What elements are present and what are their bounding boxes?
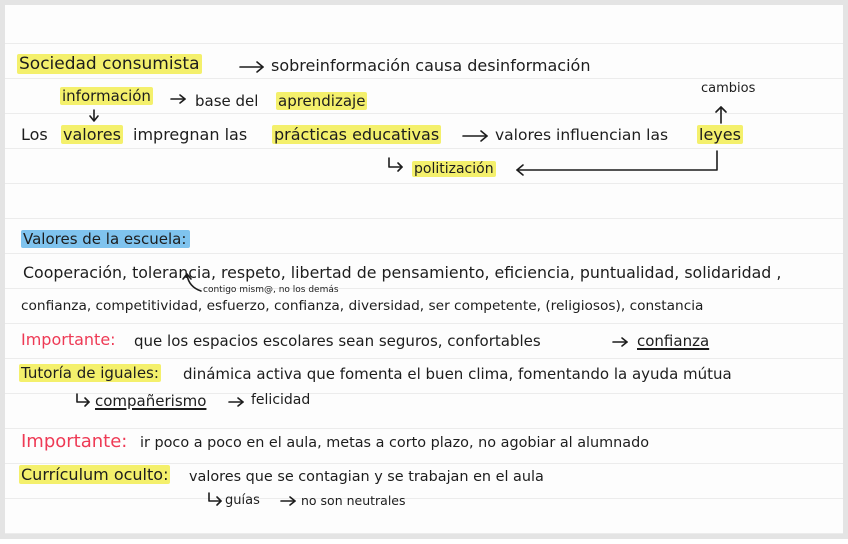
valores-term: valores bbox=[63, 125, 121, 144]
return-arrow-icon bbox=[517, 151, 717, 175]
leyes-term: leyes bbox=[699, 125, 741, 144]
bent-arrow-icon bbox=[209, 493, 221, 505]
companerismo-term: compañerismo bbox=[95, 392, 207, 410]
arrow-right-icon bbox=[463, 131, 487, 141]
curriculum-text: valores que se contagian y se trabajan en el aula bbox=[189, 469, 544, 485]
section-title-valores-escuela: Valores de la escuela: bbox=[21, 230, 190, 248]
tutoria-text: dinámica activa que fomenta el buen clima, fomentando la ayuda mútua bbox=[183, 365, 732, 383]
heading-sociedad-consumista: Sociedad consumista bbox=[19, 54, 200, 74]
arrow-right-icon bbox=[171, 95, 185, 103]
neutrales-text: no son neutrales bbox=[301, 493, 406, 508]
informacion-term: información bbox=[62, 87, 151, 105]
importante-label: Importante: bbox=[21, 330, 116, 349]
arrow-right-icon bbox=[613, 338, 627, 346]
bent-arrow-icon bbox=[77, 394, 89, 406]
arrow-up-icon bbox=[716, 107, 726, 123]
confianza-result: confianza bbox=[637, 332, 710, 350]
impregnan-text: impregnan las bbox=[133, 125, 248, 144]
valores-influencian-text: valores influencian las bbox=[495, 126, 669, 144]
importante-text-2: ir poco a poco en el aula, metas a corto plazo, no agobiar al alumnado bbox=[140, 435, 650, 451]
arrow-right-icon bbox=[281, 497, 295, 505]
felicidad-text: felicidad bbox=[251, 392, 311, 408]
practicas-educativas-term: prácticas educativas bbox=[274, 125, 440, 144]
cambios-text: cambios bbox=[701, 81, 756, 96]
values-list-2: confianza, competitividad, esfuerzo, confianza, diversidad, ser competente, (religiosos), constancia bbox=[21, 298, 704, 314]
tutoria-label: Tutoría de iguales: bbox=[21, 364, 159, 382]
side-note: contigo mism@, no los demás bbox=[203, 285, 339, 295]
arrow-right-icon bbox=[229, 398, 243, 406]
importante-text: que los espacios escolares sean seguros, confortables bbox=[134, 332, 541, 350]
sobreinformacion-text: sobreinformación causa desinformación bbox=[271, 56, 591, 75]
guias-text: guías bbox=[225, 493, 260, 508]
values-list-1: Cooperación, tolerancia, respeto, libertad de pensamiento, eficiencia, puntualidad, solidaridad , bbox=[23, 263, 782, 282]
base-del-text: base del bbox=[195, 92, 259, 110]
arrow-right-icon bbox=[240, 62, 263, 72]
curriculum-oculto-label: Currículum oculto: bbox=[21, 465, 169, 484]
los-text: Los bbox=[21, 125, 48, 144]
aprendizaje-term: aprendizaje bbox=[278, 92, 366, 110]
importante-label-2: Importante: bbox=[21, 431, 128, 452]
arrow-down-icon bbox=[90, 110, 98, 121]
bent-arrow-icon bbox=[389, 158, 402, 171]
politizacion-term: politización bbox=[414, 161, 494, 177]
